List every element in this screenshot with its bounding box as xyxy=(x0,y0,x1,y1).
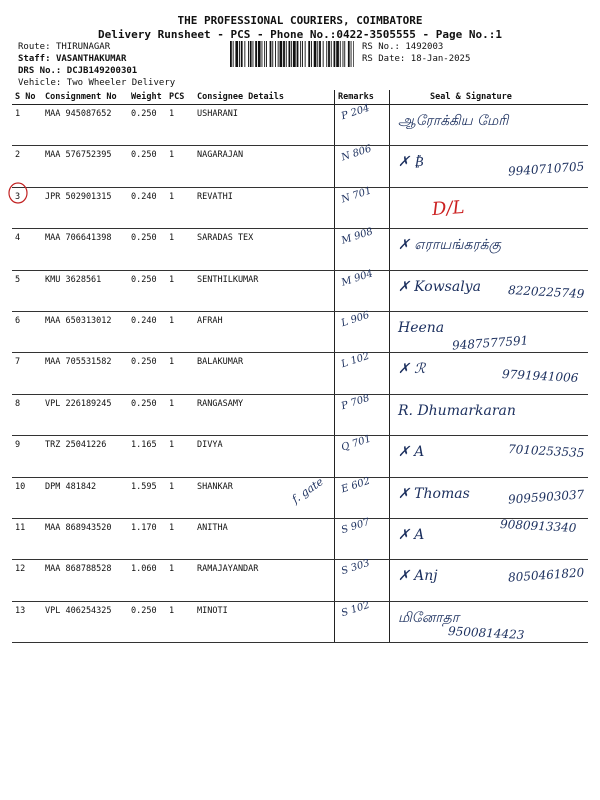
barcode-bar xyxy=(334,41,336,67)
barcode-bar xyxy=(275,41,276,67)
table-row xyxy=(12,353,588,394)
row-consignee: SENTHILKUMAR xyxy=(194,270,335,311)
barcode-bar xyxy=(293,41,296,67)
row-remarks-cell xyxy=(335,433,390,477)
row-consignee: RAMAJAYANDAR xyxy=(194,560,335,601)
row-remark: M 904 xyxy=(340,267,375,289)
row-signature-cell xyxy=(390,146,589,187)
row-remark: E 602 xyxy=(340,475,372,495)
row-signature: ஆரோக்கிய மேரி xyxy=(398,113,509,129)
row-sno: 9 xyxy=(12,436,42,477)
row-remark: S 102 xyxy=(340,599,372,619)
row-pcs: 1 xyxy=(166,518,194,559)
barcode-bar xyxy=(311,41,312,67)
row-consignment: DPM 481842 xyxy=(42,477,128,518)
staff-label: Staff: xyxy=(18,54,51,64)
row-signature-cell xyxy=(390,560,589,601)
route-value: THIRUNAGAR xyxy=(55,42,111,52)
row-consignment: MAA 705531582 xyxy=(42,353,128,394)
row-remark: N 701 xyxy=(340,185,373,206)
row-weight: 1.060 xyxy=(128,560,166,601)
row-signature: ✗ Thomas xyxy=(398,485,470,502)
row-consignment: MAA 706641398 xyxy=(42,229,128,270)
row-remark: S 907 xyxy=(340,516,372,537)
row-sno: 10 xyxy=(12,477,42,518)
row-phone: 8220225749 xyxy=(507,282,585,301)
row-remarks-cell xyxy=(335,518,390,559)
row-pcs: 1 xyxy=(166,146,194,187)
rs-date-label: RS Date: xyxy=(362,54,406,64)
barcode-bar xyxy=(343,41,344,67)
col-pcs: PCS xyxy=(166,90,194,105)
row-remark: P 204 xyxy=(340,102,371,123)
table-row xyxy=(12,105,588,146)
row-remarks-cell xyxy=(335,102,390,146)
row-remarks-cell xyxy=(335,143,390,187)
table-row xyxy=(12,436,588,477)
rs-date-line xyxy=(362,54,470,64)
rs-no-line xyxy=(362,42,443,52)
barcode-bar xyxy=(286,41,287,67)
table-header-row xyxy=(12,90,588,105)
row-signature-cell xyxy=(390,518,589,559)
row-remarks-cell xyxy=(335,353,390,394)
row-pcs: 1 xyxy=(166,311,194,352)
barcode-bar xyxy=(289,41,291,67)
col-consignee: Consignee Details xyxy=(194,90,335,105)
row-consignment: MAA 576752395 xyxy=(42,146,128,187)
delivered-stamp: D/L xyxy=(431,196,466,221)
barcode-bar xyxy=(255,41,257,67)
row-weight: 0.250 xyxy=(128,146,166,187)
row-weight: 0.250 xyxy=(128,229,166,270)
barcode-bar xyxy=(233,41,234,67)
row-signature-cell xyxy=(390,187,589,228)
vehicle-value: Two Wheeler Delivery xyxy=(66,78,176,88)
col-signature: Seal & Signature xyxy=(390,90,589,105)
row-remarks-cell xyxy=(335,226,390,270)
row-signature: ✗ ௭ராயங்கரக்கு xyxy=(398,237,501,254)
barcode-bar xyxy=(241,41,243,67)
row-consignment: TRZ 25041226 xyxy=(42,436,128,477)
row-pcs: 1 xyxy=(166,105,194,146)
barcode-bar xyxy=(235,41,238,67)
row-phone: 9487577591 xyxy=(451,333,529,353)
barcode-bar xyxy=(280,41,283,67)
row-phone: 8050461820 xyxy=(507,565,585,585)
table-row xyxy=(12,270,588,311)
table-row xyxy=(12,146,588,187)
rs-date-value: 18-Jan-2025 xyxy=(410,54,471,64)
row-signature-cell xyxy=(390,601,589,642)
barcode-bar xyxy=(253,41,254,67)
row-weight: 0.240 xyxy=(128,187,166,228)
row-consignee: MINOTI xyxy=(194,601,335,642)
row-signature-cell xyxy=(390,229,589,270)
barcode-bar xyxy=(340,41,341,67)
row-remarks-cell xyxy=(335,394,390,435)
row-signature: ✗ Anj xyxy=(398,568,438,585)
row-pcs: 1 xyxy=(166,353,194,394)
staff-line xyxy=(18,54,126,64)
route-label: Route: xyxy=(18,42,51,52)
row-remarks-cell xyxy=(335,601,390,642)
row-signature: ✗ ℛ xyxy=(398,361,426,378)
row-consignee: USHARANI xyxy=(194,105,335,146)
row-remarks-cell xyxy=(335,311,390,352)
row-sno: 12 xyxy=(12,560,42,601)
table-row xyxy=(12,601,588,642)
row-remark: M 908 xyxy=(340,226,375,247)
barcode-bar xyxy=(308,41,310,67)
barcode-bar xyxy=(305,41,306,67)
barcode-bar xyxy=(291,41,292,67)
row-signature-cell xyxy=(390,394,589,435)
row-weight: 0.250 xyxy=(128,353,166,394)
company-title: THE PROFESSIONAL COURIERS, COIMBATORE xyxy=(177,14,423,27)
row3-red-circle xyxy=(5,180,31,206)
row-remark: P 708 xyxy=(340,392,371,412)
barcode-bar xyxy=(336,41,339,67)
row-signature: ✗ A xyxy=(398,526,425,543)
vehicle-line xyxy=(18,78,175,88)
barcode-bar xyxy=(351,41,352,67)
col-consignment: Consignment No xyxy=(42,90,128,105)
row-signature-cell xyxy=(390,436,589,477)
barcode-bar xyxy=(272,41,273,67)
table-row xyxy=(12,560,588,601)
row-consignment: MAA 868943520 xyxy=(42,518,128,559)
barcode-bar xyxy=(250,41,252,67)
barcode-bar xyxy=(278,41,279,67)
row-consignee: SARADAS TEX xyxy=(194,229,335,270)
row-signature: ✗ ₿ xyxy=(398,154,424,171)
row-consignment: MAA 945087652 xyxy=(42,105,128,146)
barcode-bar xyxy=(326,41,327,67)
row-signature: ✗ A xyxy=(398,444,425,461)
barcode-bar xyxy=(323,41,324,67)
row-consignment: KMU 3628561 xyxy=(42,270,128,311)
row-signature-cell xyxy=(390,270,589,311)
barcode-bar xyxy=(302,41,303,67)
row-sno: 11 xyxy=(12,518,42,559)
row-phone: 7010253535 xyxy=(507,442,585,461)
row-phone: 9940710705 xyxy=(507,159,585,180)
row-signature: மினோதா xyxy=(398,609,460,626)
row-weight: 1.165 xyxy=(128,436,166,477)
barcode-bar xyxy=(230,41,232,67)
row-signature: R. Dhumarkaran xyxy=(398,402,516,419)
row-sno: 7 xyxy=(12,353,42,394)
row-pcs: 1 xyxy=(166,270,194,311)
table-row xyxy=(12,518,588,559)
row-consignee: ANITHA xyxy=(194,518,335,559)
table-row xyxy=(12,394,588,435)
row-remark: L 102 xyxy=(340,351,371,371)
row-pcs: 1 xyxy=(166,477,194,518)
row-sno: 1 xyxy=(12,105,42,146)
barcode-bar xyxy=(331,41,332,67)
barcode-image xyxy=(230,41,354,67)
barcode-bar xyxy=(348,41,350,67)
barcode-bar xyxy=(264,41,265,67)
barcode-bar xyxy=(344,41,345,67)
row-sno: 5 xyxy=(12,270,42,311)
row-weight: 0.240 xyxy=(128,311,166,352)
row-signature-cell xyxy=(390,311,589,352)
barcode-bar xyxy=(270,41,272,67)
row-signature-cell xyxy=(390,477,589,518)
row-weight: 1.170 xyxy=(128,518,166,559)
row-remark: S 303 xyxy=(340,558,372,578)
row-consignee: RANGASAMY xyxy=(194,394,335,435)
row-remark: N 806 xyxy=(340,143,373,164)
row-pcs: 1 xyxy=(166,436,194,477)
vehicle-label: Vehicle: xyxy=(18,78,62,88)
row-consignee: REVATHI xyxy=(194,187,335,228)
row-signature-cell xyxy=(390,353,589,394)
row-weight: 0.250 xyxy=(128,270,166,311)
drs-value: DCJB149200301 xyxy=(66,66,138,76)
row-consignee: SHANKAR xyxy=(194,477,335,518)
table-row xyxy=(12,229,588,270)
route-line xyxy=(18,42,110,52)
row-weight: 1.595 xyxy=(128,477,166,518)
row-consignee: NAGARAJAN xyxy=(194,146,335,187)
row-sno: 8 xyxy=(12,394,42,435)
row-remark: L 906 xyxy=(340,309,371,330)
row-sno: 3 xyxy=(12,187,42,228)
barcode-bar xyxy=(239,41,240,67)
row-phone: 9791941006 xyxy=(501,367,579,386)
runsheet-table xyxy=(12,90,588,643)
staff-value: VASANTHAKUMAR xyxy=(55,54,127,64)
row-signature: Heena xyxy=(398,319,445,336)
table-row xyxy=(12,311,588,352)
barcode-bar xyxy=(262,41,263,67)
col-weight: Weight xyxy=(128,90,166,105)
row-consignment: VPL 406254325 xyxy=(42,601,128,642)
row-remarks-cell xyxy=(335,477,390,518)
row-weight: 0.250 xyxy=(128,105,166,146)
row-sno: 2 xyxy=(12,146,42,187)
row-consignee: AFRAH xyxy=(194,311,335,352)
row-signature: ✗ Kowsalya xyxy=(398,278,481,295)
row-pcs: 1 xyxy=(166,187,194,228)
row-pcs: 1 xyxy=(166,394,194,435)
rs-no-value: 1492003 xyxy=(405,42,444,52)
row-consignee: DIVYA xyxy=(194,436,335,477)
table-row xyxy=(12,187,588,228)
row-remarks-cell xyxy=(335,560,390,601)
row-remarks-cell xyxy=(335,267,390,311)
drs-label: DRS No.: xyxy=(18,66,62,76)
row-consignment: MAA 868788528 xyxy=(42,560,128,601)
barcode-bar xyxy=(317,41,318,67)
row-pcs: 1 xyxy=(166,601,194,642)
barcode-bar xyxy=(353,41,354,67)
barcode-bar xyxy=(283,41,285,67)
row-consignment: JPR 502901315 xyxy=(42,187,128,228)
barcode-bar xyxy=(300,41,301,67)
f-gate-note: f. gate xyxy=(289,475,326,506)
row-remark: Q 701 xyxy=(340,433,373,454)
col-sno: S No xyxy=(12,90,42,105)
row-consignment: MAA 650313012 xyxy=(42,311,128,352)
row-sno: 4 xyxy=(12,229,42,270)
row-signature-cell xyxy=(390,105,589,146)
barcode-bar xyxy=(266,41,267,67)
barcode-bar xyxy=(314,41,317,67)
row-phone: 9095903037 xyxy=(507,486,585,507)
row-phone: 9500814423 xyxy=(447,623,525,642)
row-sno: 6 xyxy=(12,311,42,352)
barcode-bar xyxy=(319,41,321,67)
drs-line xyxy=(18,66,137,76)
row-pcs: 1 xyxy=(166,229,194,270)
barcode-bar xyxy=(258,41,261,67)
barcode-bar xyxy=(244,41,245,67)
row-consignment: VPL 226189245 xyxy=(42,394,128,435)
barcode-bar xyxy=(328,41,330,67)
row-phone: 9080913340 xyxy=(499,516,577,535)
barcode-bar xyxy=(297,41,299,67)
rs-no-label: RS No.: xyxy=(362,42,400,52)
row-consignee: BALAKUMAR xyxy=(194,353,335,394)
col-remarks: Remarks xyxy=(335,90,390,105)
row-weight: 0.250 xyxy=(128,394,166,435)
row-sno: 13 xyxy=(12,601,42,642)
row-weight: 0.250 xyxy=(128,601,166,642)
runsheet-subtitle: Delivery Runsheet - PCS - Phone No.:0422-3505555 - Page No.:1 xyxy=(98,28,502,41)
row-remarks-cell xyxy=(335,187,390,228)
row-pcs: 1 xyxy=(166,560,194,601)
barcode-bar xyxy=(248,41,249,67)
